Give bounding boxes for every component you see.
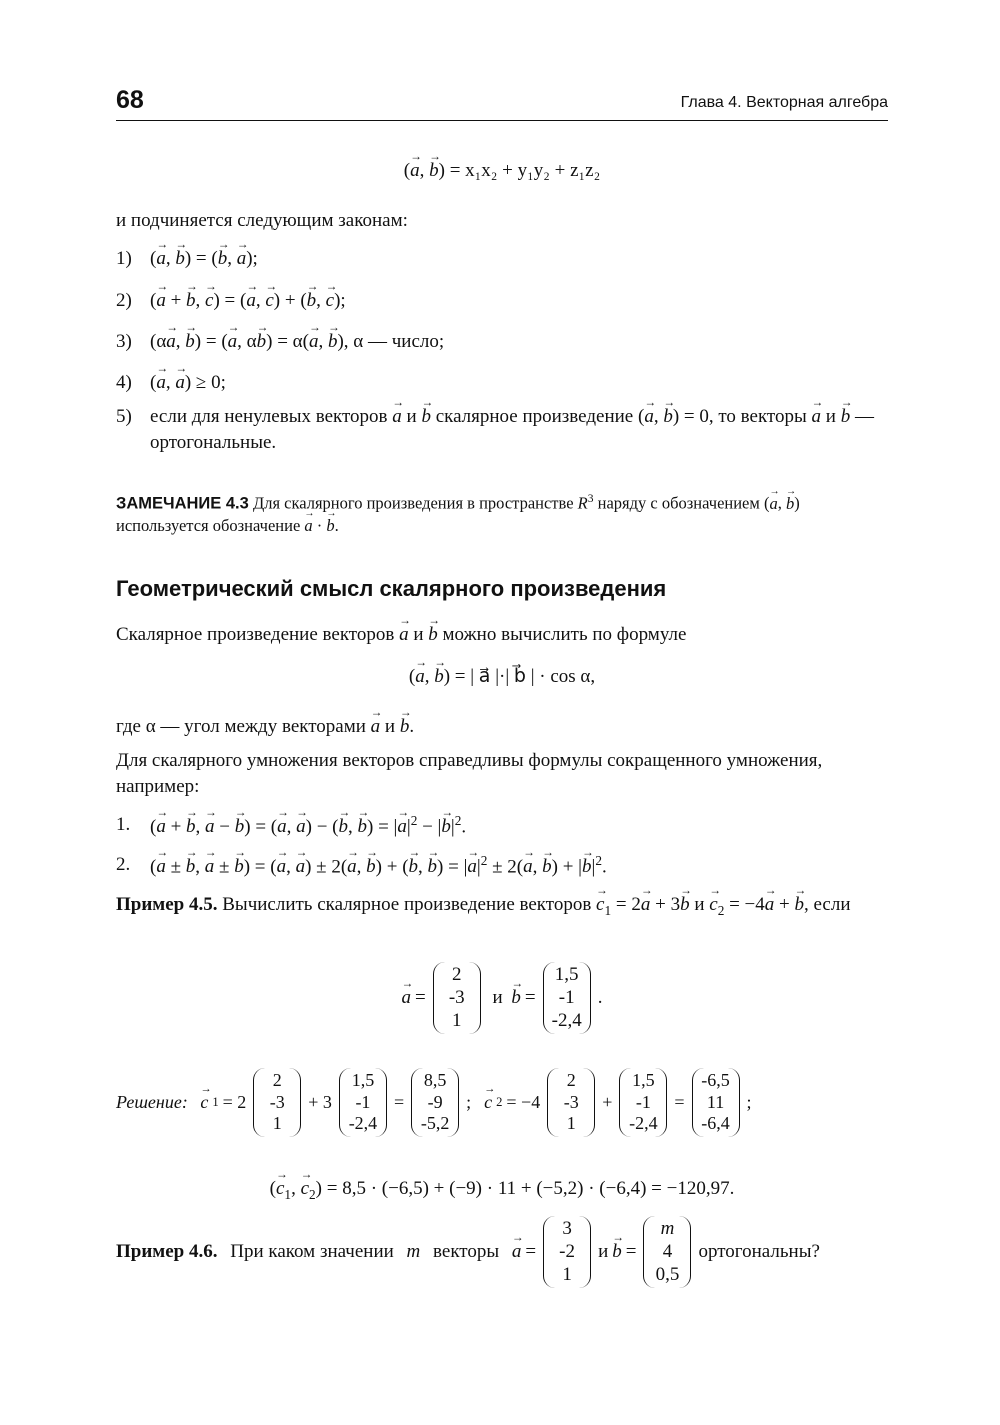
c2-result: -6,5 11 -6,4 [692,1068,740,1137]
law-4: 4) (→ a, → a) ≥ 0; [116,370,888,396]
intro-text: и подчиняется следующим законам: [116,210,408,231]
section-title: Геометрический смысл скалярного произведения [116,576,667,601]
vector-a: 2 -3 1 [433,962,481,1034]
formula-short-2: 2. (→ a ± → b, → a ± → b) = (→ a, → a) ± 2(→ a, → b) + (→ b, → b) = |→ $a|^2 \pm 2(\to a$, → b) + |→ $b|^2$. [116,852,888,880]
c1-result: 8,5 -9 -5,2 [411,1068,459,1137]
geometric-lead: Скалярное произведение векторов → a и → b можно вычислить по формуле [116,622,888,648]
vector-a-4-6: 3 -2 1 [543,1216,591,1288]
vector-b: 1,5 -1 -2,4 [543,962,591,1034]
formula-short-1: 1. (→ a + → b, → a − → b) = (→ a, → a) − (→ b, → b) = |→ $a|^2$ − |→ $b|^2$. [116,812,888,840]
example-4-5-vectors: → a = 2 -3 1 и → b = 1,5 -1 -2,4 . [116,962,888,1034]
example-4-5-statement: Пример 4.5. Вычислить скалярное произведение векторов → $c_1 = 2\to a + 3\to b$ $и \to c_2 = -4\to a$ + → b, если [116,892,888,920]
header-rule [116,120,888,121]
running-title: Глава 4. Векторная алгебра [680,94,888,111]
angle-text: где α — угол между векторами → a и → b. [116,714,888,740]
formula-geometric: (→ a, → b) = | a⃗ |·| b⃗ | · cos α, [116,664,888,690]
page-number: 68 [116,86,144,114]
short-mult-text: Для скалярного умножения векторов справедливы формулы сокращенного умножения, например: [116,750,823,797]
formula-coordinates: (→ a, → b) = x₁x₂ + y₁y₂ + z₁z₂ [116,158,888,184]
example-4-6: Пример 4.6. При каком значении m векторы → a = 3 -2 1 и → b = m 4 0,5 ортогональны? [116,1216,888,1288]
law-2: 2) (→ a + → b, → c) = (→ a, → c) + (→ b, → c); [116,288,888,314]
example-4-5-final: (→ $c_1$, → $c_2) = 8,5 \cdot (-6,5) + (-9) \cdot 11 + (-5,2) \cdot (-6,4) = -120,97$. [116,1176,888,1204]
law-3: 3) (α→ a, → b) = (→ a, α→ b) = α(→ a, → b), α — число; [116,329,888,355]
vector-b-4-6: m 4 0,5 [643,1216,691,1288]
law-5: 5) если для ненулевых векторов → a и → b скалярное произведение (→ a, → b) = 0, то векторы → a и → b — ортогональные. [116,404,888,455]
example-4-5-solution: Решение: → c 1 = 2 2 -3 1 + 3 1,5 -1 -2,4 = 8,5 -9 -5,2 ; → c 2 = −4 2 -3 1 + 1,5 -1 -2,4 = -6,5 11 -6,4 ; [116,1068,888,1137]
remark-4-3: ЗАМЕЧАНИЕ 4.3 Для скалярного произведения в пространстве $R^3$ наряду с обозначением (→ a, → b) используется обозначение → a · → b. [116,492,888,537]
law-1: 1) (→ a, → b) = (→ b, → a); [116,246,888,272]
